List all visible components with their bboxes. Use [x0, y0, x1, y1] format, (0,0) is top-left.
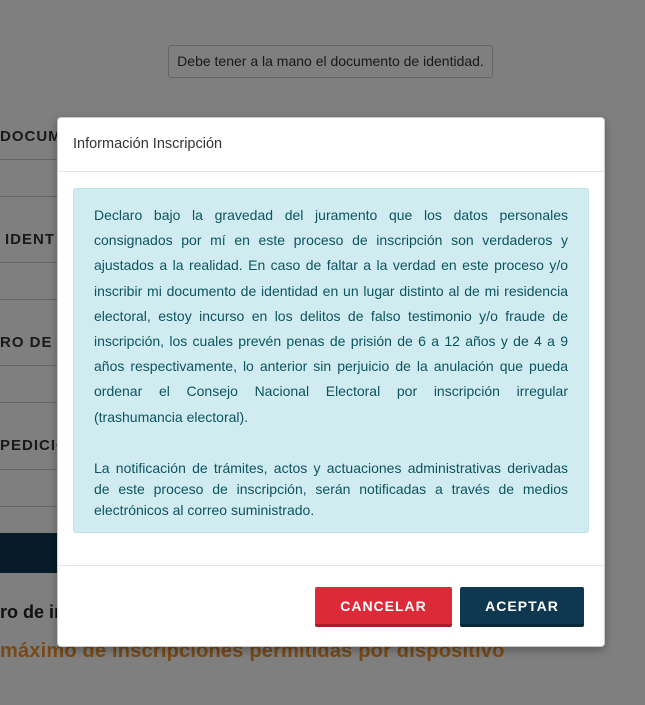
modal-header — [58, 118, 604, 172]
modal-footer — [58, 565, 604, 647]
inscription-info-modal — [57, 117, 605, 647]
modal-title: Información Inscripción — [73, 136, 223, 152]
notification-text: La notificación de trámites, actos y actuaciones administrativas derivadas de este proceso de inscripción, serán notificadas a través de medios electrónicos al correo suministrado. — [94, 459, 568, 518]
declaration-alert — [73, 188, 589, 533]
cancel-button[interactable]: CANCELAR — [315, 587, 452, 627]
accept-button[interactable]: ACEPTAR — [460, 587, 584, 627]
declaration-text: Declaro bajo la gravedad del juramento que los datos personales consignados por mí en este proceso de inscripción son verdaderos y ajustados a la realidad. En caso de faltar a la verdad en este proceso y/o inscribir mi documento de identidad en un lugar distinto al de mi residencia electoral, estoy incurso en los delitos de falso testimonio y/o fraude de inscripción, los cuales prevén penas de prisión de 6 a 12 años y de 4 a 9 años respectivamente, lo anterior sin perjuicio de la anulación que pueda ordenar el Consejo Nacional Electoral por inscripción irregular (trashumancia electoral). — [94, 207, 568, 425]
modal-body — [58, 172, 604, 565]
